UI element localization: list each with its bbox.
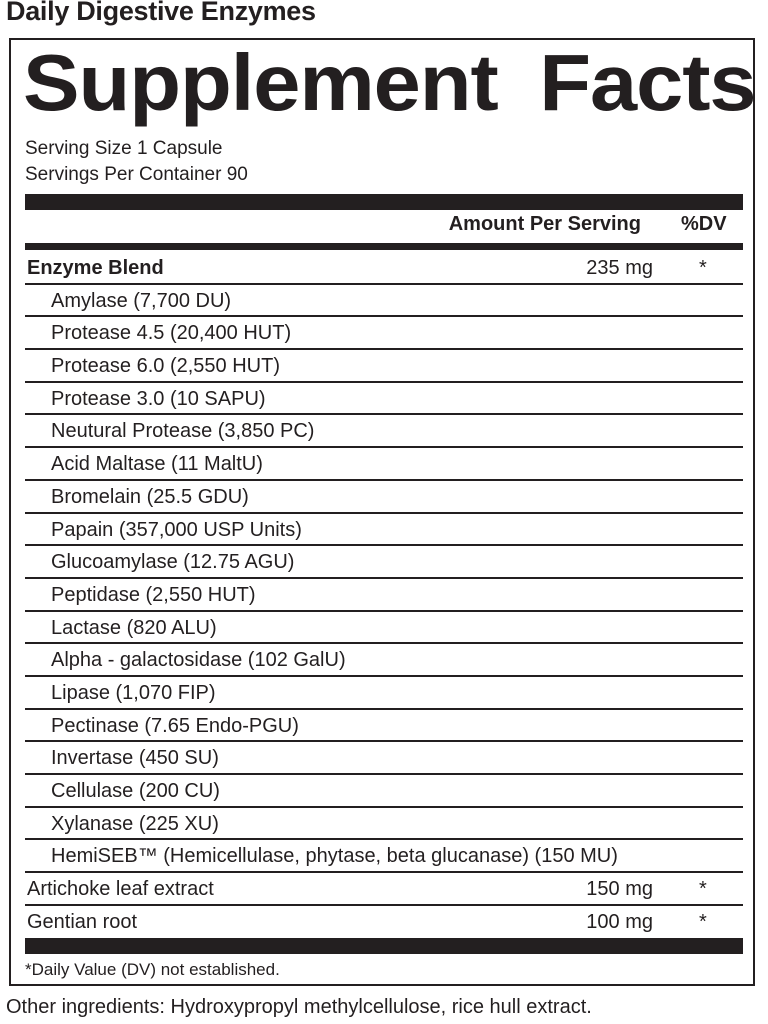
- servings-per-container: Servings Per Container 90: [25, 164, 248, 185]
- facts-heading: Supplement Facts: [23, 38, 756, 127]
- ingredient-name: Artichoke leaf extract: [27, 878, 214, 901]
- ingredient-row: [25, 677, 743, 710]
- ingredient-name: Peptidase (2,550 HUT): [51, 583, 256, 606]
- product-title: Daily Digestive Enzymes: [6, 0, 316, 26]
- ingredient-name: Lipase (1,070 FIP): [51, 681, 216, 704]
- ingredient-row: [25, 775, 743, 808]
- ingredient-row: [25, 579, 743, 612]
- ingredient-row: [25, 317, 743, 350]
- ingredient-amount: 235 mg: [586, 257, 653, 279]
- ingredient-row: [25, 350, 743, 383]
- ingredient-row: [25, 808, 743, 841]
- ingredient-dv: *: [699, 257, 707, 279]
- serving-size: Serving Size 1 Capsule: [25, 138, 223, 159]
- ingredient-amount: 150 mg: [586, 878, 653, 901]
- ingredient-row: [25, 252, 743, 285]
- other-ingredients: Other ingredients: Hydroxypropyl methylcellulose, rice hull extract.: [6, 996, 592, 1018]
- ingredient-row: [25, 285, 743, 318]
- ingredient-row: [25, 612, 743, 645]
- ingredient-row: [25, 840, 743, 873]
- ingredient-name: Amylase (7,700 DU): [51, 289, 232, 312]
- ingredient-name: Protease 3.0 (10 SAPU): [51, 387, 266, 410]
- ingredient-row: [25, 710, 743, 743]
- ingredient-name: Cellulase (200 CU): [51, 780, 220, 802]
- ingredient-row: [25, 383, 743, 416]
- ingredient-row: [25, 481, 743, 514]
- ingredient-name: Invertase (450 SU): [51, 747, 219, 770]
- ingredient-name: Protease 6.0 (2,550 HUT): [51, 355, 280, 378]
- thick-divider-bottom: [25, 938, 743, 954]
- ingredient-name: Enzyme Blend: [27, 257, 164, 279]
- ingredient-row: [25, 873, 743, 906]
- ingredient-row: [25, 514, 743, 547]
- ingredient-name: Pectinase (7.65 Endo-PGU): [51, 714, 299, 737]
- ingredient-name: Protease 4.5 (20,400 HUT): [51, 322, 292, 345]
- ingredient-amount: 100 mg: [586, 910, 653, 933]
- ingredient-table: [25, 252, 743, 938]
- ingredient-name: Lactase (820 ALU): [51, 616, 217, 639]
- ingredient-dv: *: [699, 910, 707, 933]
- ingredient-name: Papain (357,000 USP Units): [51, 518, 302, 541]
- dv-column-header: %DV: [681, 213, 727, 235]
- ingredient-row: [25, 448, 743, 481]
- ingredient-name: HemiSEB™ (Hemicellulase, phytase, beta glucanase) (150 MU): [51, 845, 618, 868]
- supplement-facts-panel: [9, 38, 755, 986]
- ingredient-name: Bromelain (25.5 GDU): [51, 485, 249, 508]
- ingredient-name: Glucoamylase (12.75 AGU): [51, 551, 295, 574]
- ingredient-row: [25, 415, 743, 448]
- ingredient-row: [25, 546, 743, 579]
- amount-column-header: Amount Per Serving: [448, 213, 641, 235]
- ingredient-name: Acid Maltase (11 MaltU): [51, 453, 263, 476]
- dv-footnote: *Daily Value (DV) not established.: [25, 960, 280, 979]
- ingredient-row: [25, 742, 743, 775]
- ingredient-name: Alpha - galactosidase (102 GalU): [51, 649, 346, 672]
- ingredient-name: Gentian root: [27, 910, 138, 933]
- ingredient-row: [25, 644, 743, 677]
- ingredient-dv: *: [699, 878, 707, 901]
- medium-divider: [25, 243, 743, 250]
- ingredient-name: Xylanase (225 XU): [51, 812, 219, 835]
- thick-divider-top: [25, 194, 743, 210]
- ingredient-row: [25, 906, 743, 939]
- ingredient-name: Neutural Protease (3,850 PC): [51, 420, 315, 443]
